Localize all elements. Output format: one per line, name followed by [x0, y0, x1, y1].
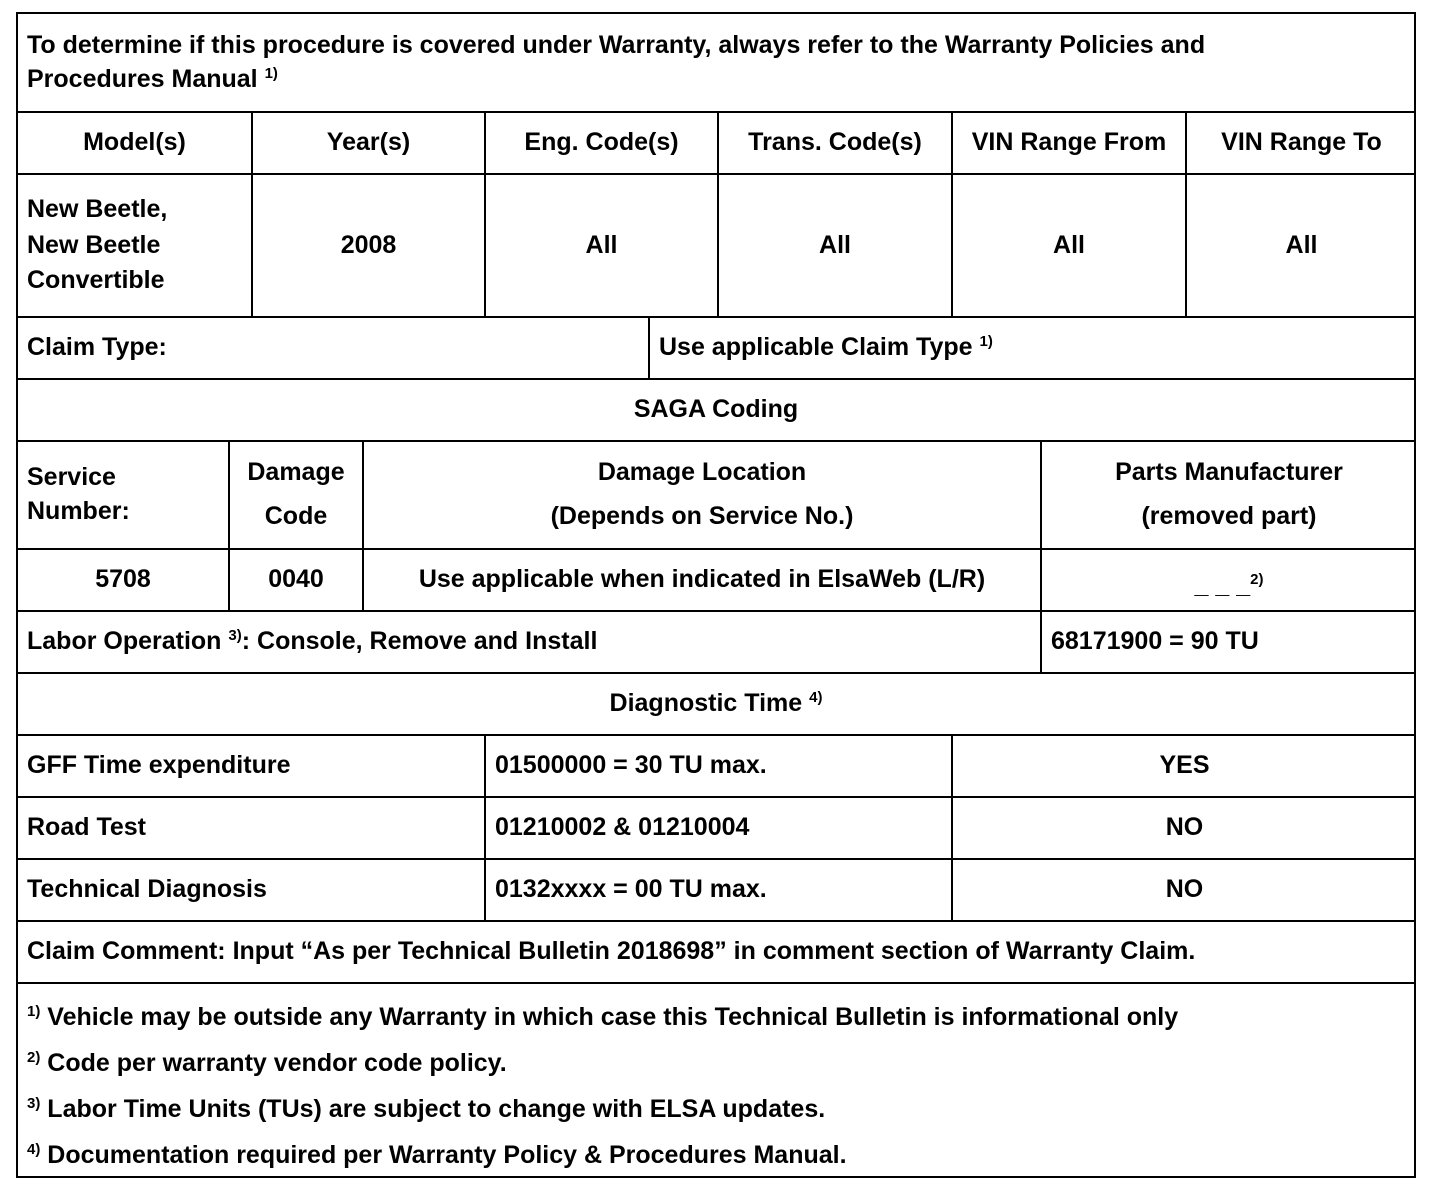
header-trans-codes: Trans. Code(s) [717, 113, 951, 173]
diag-code: 01500000 = 30 TU max. [484, 736, 951, 796]
header-models: Model(s) [83, 128, 186, 157]
labor-sup: 3) [228, 627, 242, 645]
vin-from-cell: All [951, 175, 1185, 316]
diagnostic-sup: 4) [809, 689, 823, 707]
claim-comment: Claim Comment: Input “As per Technical Bulletin 2018698” in comment section of Warranty Claim. [27, 937, 1196, 966]
footnote-4: $^{4)}$ Documentation required per Warranty Policy & Procedures Manual. [27, 1141, 847, 1169]
damage-code-header: Damage Code [228, 442, 362, 548]
diag-name: Road Test [27, 813, 146, 842]
claim-type-value: Use applicable Claim Type $^{1)}$ [659, 333, 993, 362]
damage-code-value: 0040 [228, 550, 362, 610]
intro-line1: To determine if this procedure is covered under Warranty, always refer to the Warranty Policies and [27, 30, 1206, 59]
footnote-1: $^{1)}$ Vehicle may be outside any Warranty in which case this Technical Bulletin is informational only [27, 1003, 1179, 1031]
diagnostic-row-technical [18, 858, 1414, 920]
diag-name: GFF Time expenditure [27, 751, 291, 780]
header-years: Year(s) [251, 113, 484, 173]
claim-type-label: Claim Type: [27, 333, 167, 362]
parts-manufacturer-header: Parts Manufacturer (removed part) [1040, 442, 1416, 548]
model-line-2: New Beetle [27, 230, 161, 259]
labor-code: 68171900 = 90 TU [1040, 612, 1416, 672]
saga-header-row [18, 440, 1414, 548]
claim-type-value-cell [648, 318, 1416, 378]
claim-type-sup: 1) [979, 333, 993, 351]
saga-title-row [18, 378, 1414, 440]
diag-value: NO [951, 860, 1416, 920]
service-number-value: 5708 [95, 565, 151, 594]
parts-manufacturer-value: _ _ _$^{2)}$ [1194, 571, 1264, 600]
header-eng-codes: Eng. Code(s) [484, 113, 717, 173]
labor-description: : Console, Remove and Install [241, 627, 598, 656]
parts-manufacturer-value-cell [1040, 550, 1416, 610]
saga-title: SAGA Coding [633, 395, 799, 424]
intro-sup: 1) [264, 64, 278, 82]
vin-to-cell: All [1185, 175, 1416, 316]
vehicle-header-row [18, 111, 1414, 173]
labor-operation-cell [18, 612, 1040, 672]
header-vin-to: VIN Range To [1185, 113, 1416, 173]
diag-value: YES [951, 736, 1416, 796]
footnotes [18, 982, 1414, 1176]
vehicle-data-row [18, 173, 1414, 316]
damage-location-value: Use applicable when indicated in ElsaWeb (L/R) [362, 550, 1040, 610]
labor-label: Labor Operation [27, 627, 222, 656]
eng-codes-cell: All [484, 175, 717, 316]
footnote-3: $^{3)}$ Labor Time Units (TUs) are subject to change with ELSA updates. [27, 1095, 826, 1123]
claim-type-row [18, 316, 1414, 378]
claim-comment-row [18, 920, 1414, 982]
model-line-3: Convertible [27, 266, 165, 295]
intro-row [18, 14, 1414, 111]
labor-row [18, 610, 1414, 672]
diagnostic-row-road-test [18, 796, 1414, 858]
intro-cell [18, 14, 1414, 111]
diag-value: NO [951, 798, 1416, 858]
diagnostic-row-gff [18, 734, 1414, 796]
service-number-header: Service Number: [27, 463, 130, 525]
year-cell: 2008 [251, 175, 484, 316]
parts-sup: 2) [1250, 571, 1264, 589]
diag-code: 01210002 & 01210004 [484, 798, 951, 858]
trans-codes-cell: All [717, 175, 951, 316]
footnote-2: $^{2)}$ Code per warranty vendor code policy. [27, 1049, 507, 1077]
models-cell [18, 175, 251, 316]
diagnostic-title-cell [18, 674, 1414, 734]
saga-data-row [18, 548, 1414, 610]
diag-code: 0132xxxx = 00 TU max. [484, 860, 951, 920]
damage-location-header: Damage Location (Depends on Service No.) [362, 442, 1040, 548]
diagnostic-title-row [18, 672, 1414, 734]
model-line-1: New Beetle, [27, 195, 168, 224]
intro-line2: Procedures Manual $^{1)}$ [27, 64, 278, 93]
warranty-table [16, 12, 1416, 1178]
diagnostic-title: Diagnostic Time [609, 689, 803, 718]
diag-name: Technical Diagnosis [27, 875, 267, 904]
header-vin-from: VIN Range From [951, 113, 1185, 173]
